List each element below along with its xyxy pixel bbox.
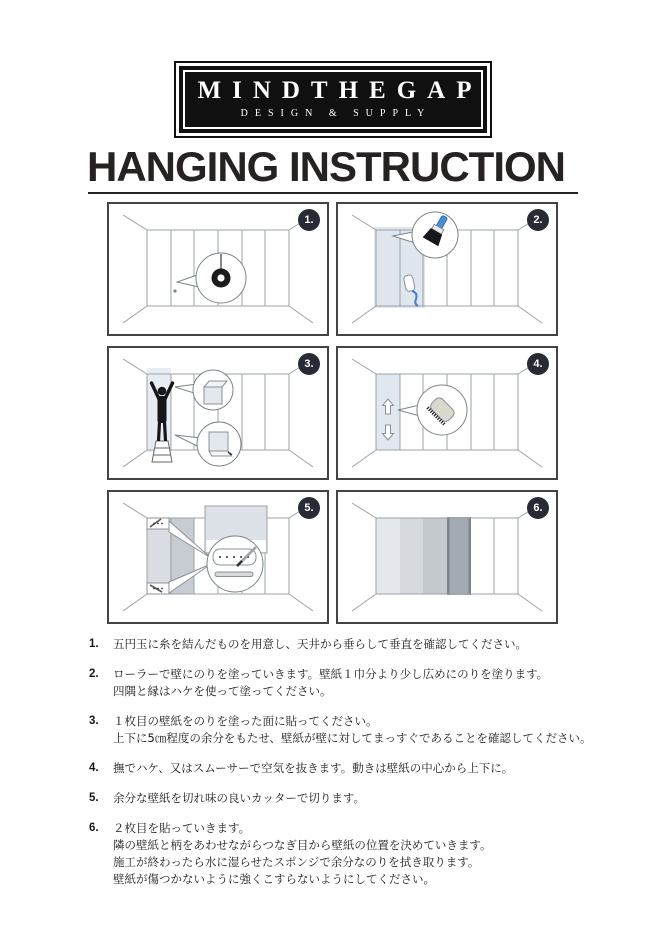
step-text bbox=[113, 636, 594, 653]
step-number-badge: 1. bbox=[298, 209, 320, 231]
step-number-badge: 5. bbox=[298, 497, 320, 519]
step-item-1 bbox=[89, 636, 594, 653]
step-number: 2. bbox=[89, 668, 99, 680]
panel-step-4 bbox=[336, 346, 558, 480]
panel-step-3 bbox=[107, 346, 329, 480]
strip-2 bbox=[400, 518, 423, 594]
step-item-4 bbox=[89, 760, 594, 777]
step-number: 6. bbox=[89, 822, 99, 834]
page-title: HANGING INSTRUCTION bbox=[87, 143, 565, 190]
strip-4-edge-left bbox=[447, 517, 450, 595]
step-ladder-icon bbox=[152, 441, 172, 462]
step-line: 壁紙が傷つかないように強くこすらないようにしてください。 bbox=[113, 872, 435, 886]
strip-1 bbox=[376, 518, 400, 594]
step-line: 撫でハケ、又はスムーサーで空気を抜きます。動きは壁紙の中心から上下に。 bbox=[113, 761, 514, 775]
brand-name: MINDTHEGAP bbox=[197, 77, 483, 104]
panel-step-6 bbox=[336, 490, 558, 624]
step-item-3 bbox=[89, 713, 594, 747]
plumb-string-dot bbox=[173, 289, 176, 292]
step-item-6 bbox=[89, 820, 594, 888]
trim-corner-top bbox=[147, 518, 169, 529]
steps-list bbox=[89, 636, 594, 901]
panel-5-illustration bbox=[109, 492, 327, 622]
step-line: 五円玉に糸を結んだものを用意し、天井から垂らして垂直を確認してください。 bbox=[113, 637, 527, 651]
step-number-badge: 3. bbox=[298, 353, 320, 375]
panel-step-5 bbox=[107, 490, 329, 624]
strip-4-edge-right bbox=[469, 517, 472, 595]
instruction-grid bbox=[107, 202, 558, 624]
step-line: ２枚目を貼っていきます。 bbox=[113, 821, 251, 835]
step-number-badge: 2. bbox=[527, 209, 549, 231]
title-underline bbox=[88, 192, 578, 194]
step-number: 1. bbox=[89, 638, 99, 650]
trim-corner-bottom bbox=[147, 583, 169, 594]
step-text bbox=[113, 713, 594, 747]
wallpaper-edge-detail bbox=[213, 549, 256, 565]
panel-step-2 bbox=[336, 202, 558, 336]
brand-logo-box bbox=[179, 66, 487, 133]
step-item-5 bbox=[89, 790, 594, 807]
spatula-icon bbox=[215, 572, 253, 577]
panel-4-illustration bbox=[338, 348, 556, 478]
brand-logo-inner-frame bbox=[183, 70, 483, 129]
step-number-badge: 4. bbox=[527, 353, 549, 375]
panel-step-1 bbox=[107, 202, 329, 336]
step-line: １枚目の壁紙をのりを塗った面に貼ってください。 bbox=[113, 714, 378, 728]
step-line: 隣の壁紙と柄をあわせながらつなぎ目から壁紙の位置を決めていきます。 bbox=[113, 838, 492, 852]
brand-logo bbox=[174, 61, 492, 138]
strip-3 bbox=[423, 518, 447, 594]
step-text bbox=[113, 820, 594, 888]
step-line: 上下に5㎝程度の余分をもたせ、壁紙が壁に対してまっすぐであることを確認してください。 bbox=[113, 731, 592, 745]
step-line: ローラーで壁にのりを塗っていきます。壁紙１巾分より少し広めにのりを塗ります。 bbox=[113, 667, 549, 681]
step-text bbox=[113, 760, 594, 777]
step-line: 施工が終わったら水に湿らせたスポンジで余分なのりを拭き取ります。 bbox=[113, 855, 480, 869]
step-line: 四隅と縁はハケを使って塗ってください。 bbox=[113, 684, 332, 698]
step-line: 余分な壁紙を切れ味の良いカッターで切ります。 bbox=[113, 791, 365, 805]
panel-1-illustration bbox=[109, 204, 327, 334]
strip-4 bbox=[447, 517, 471, 595]
step-item-2 bbox=[89, 666, 594, 700]
panel-6-illustration bbox=[338, 492, 556, 622]
panel-3-illustration bbox=[109, 348, 327, 478]
step-number: 4. bbox=[89, 762, 99, 774]
step-text bbox=[113, 790, 594, 807]
brand-tagline: DESIGN & SUPPLY bbox=[240, 108, 432, 119]
panel-2-illustration bbox=[338, 204, 556, 334]
zoom-bubble bbox=[175, 422, 241, 466]
step-number: 5. bbox=[89, 792, 99, 804]
step-number-badge: 6. bbox=[527, 497, 549, 519]
step-number: 3. bbox=[89, 715, 99, 727]
step-text bbox=[113, 666, 594, 700]
